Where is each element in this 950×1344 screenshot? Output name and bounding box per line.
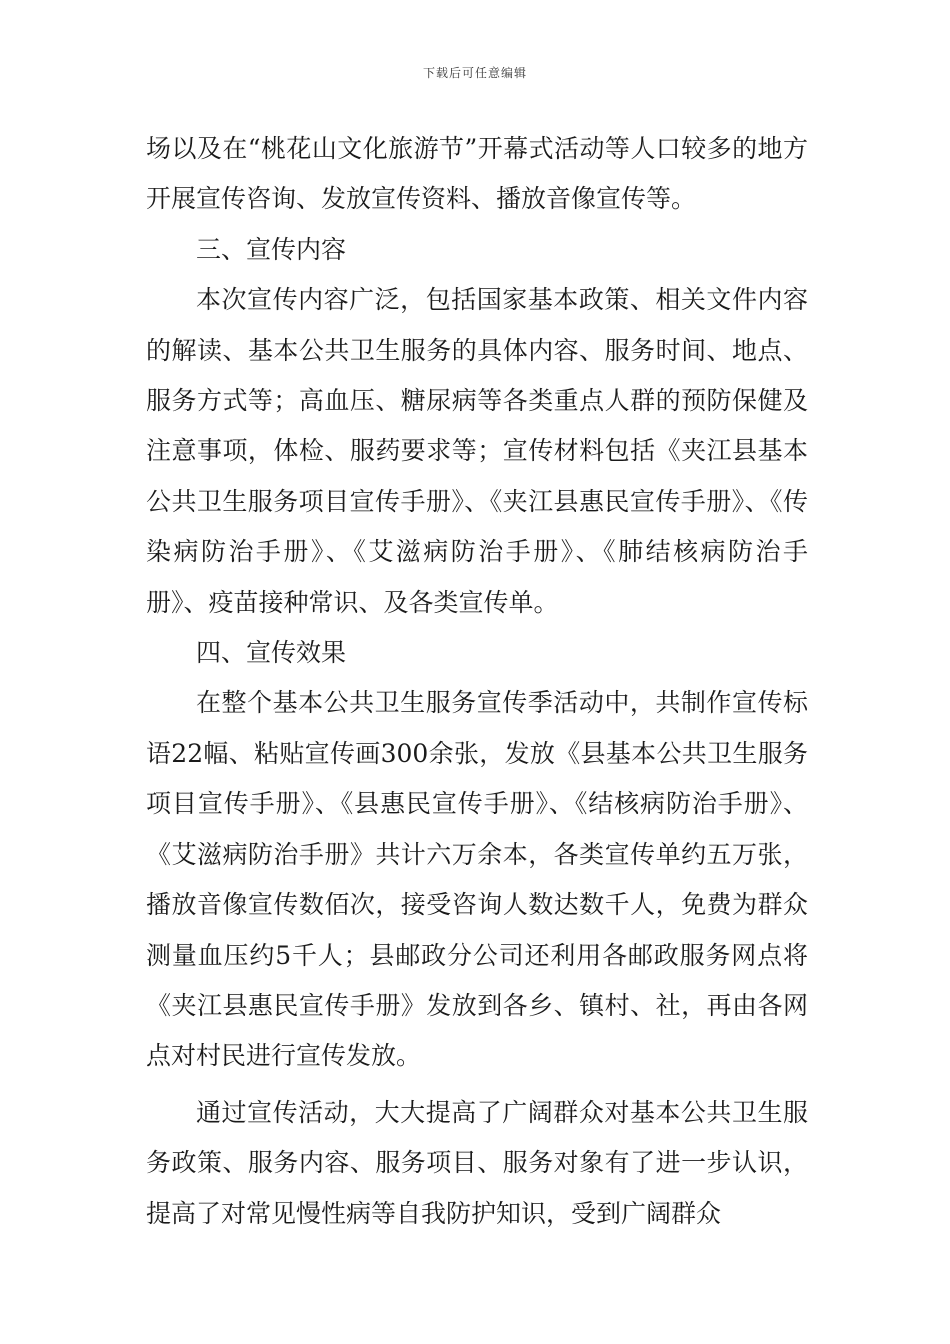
section-heading-content: 三、宣传内容 xyxy=(196,234,347,264)
paragraph-continuation: 场以及在“桃花山文化旅游节”开幕式活动等人口较多的地方开展宣传咨询、发放宣传资料、播放音像宣传等。 xyxy=(146,134,808,214)
section-heading-effect: 四、宣传效果 xyxy=(196,638,347,668)
paragraph-conclusion: 通过宣传活动，大大提高了广阔群众对基本公共卫生服务政策、服务内容、服务项目、服务对象有了进一步认识，提高了对常见慢性病等自我防护知识，受到广阔群众 xyxy=(146,1097,808,1228)
paragraph-effect: 在整个基本公共卫生服务宣传季活动中，共制作宣传标语22幅、粘贴宣传画300余张，发放《县基本公共卫生服务项目宣传手册》、《县惠民宣传手册》、《结核病防治手册》、《艾滋病防治手册》共计六万余本，各类宣传单约五万张，播放音像宣传数佰次，接受咨询人数达数千人，免费为群众测量血压约5千人；县邮政分公司还利用各邮政服务网点将《夹江县惠民宣传手册》发放到各乡、镇村、社，再由各网点对村民进行宣传发放。 xyxy=(146,688,808,1071)
paragraph-content: 本次宣传内容广泛，包括国家基本政策、相关文件内容的解读、基本公共卫生服务的具体内容、服务时间、地点、服务方式等；高血压、糖尿病等各类重点人群的预防保健及注意事项，体检、服药要求等；宣传材料包括《夹江县基本公共卫生服务项目宣传手册》、《夹江县惠民宣传手册》、《传染病防治手册》、《艾滋病防治手册》、《肺结核病防治手册》、疫苗接种常识、及各类宣传单。 xyxy=(146,285,808,617)
page-header: 下载后可任意编辑 xyxy=(422,66,527,80)
document-body xyxy=(146,124,808,1239)
